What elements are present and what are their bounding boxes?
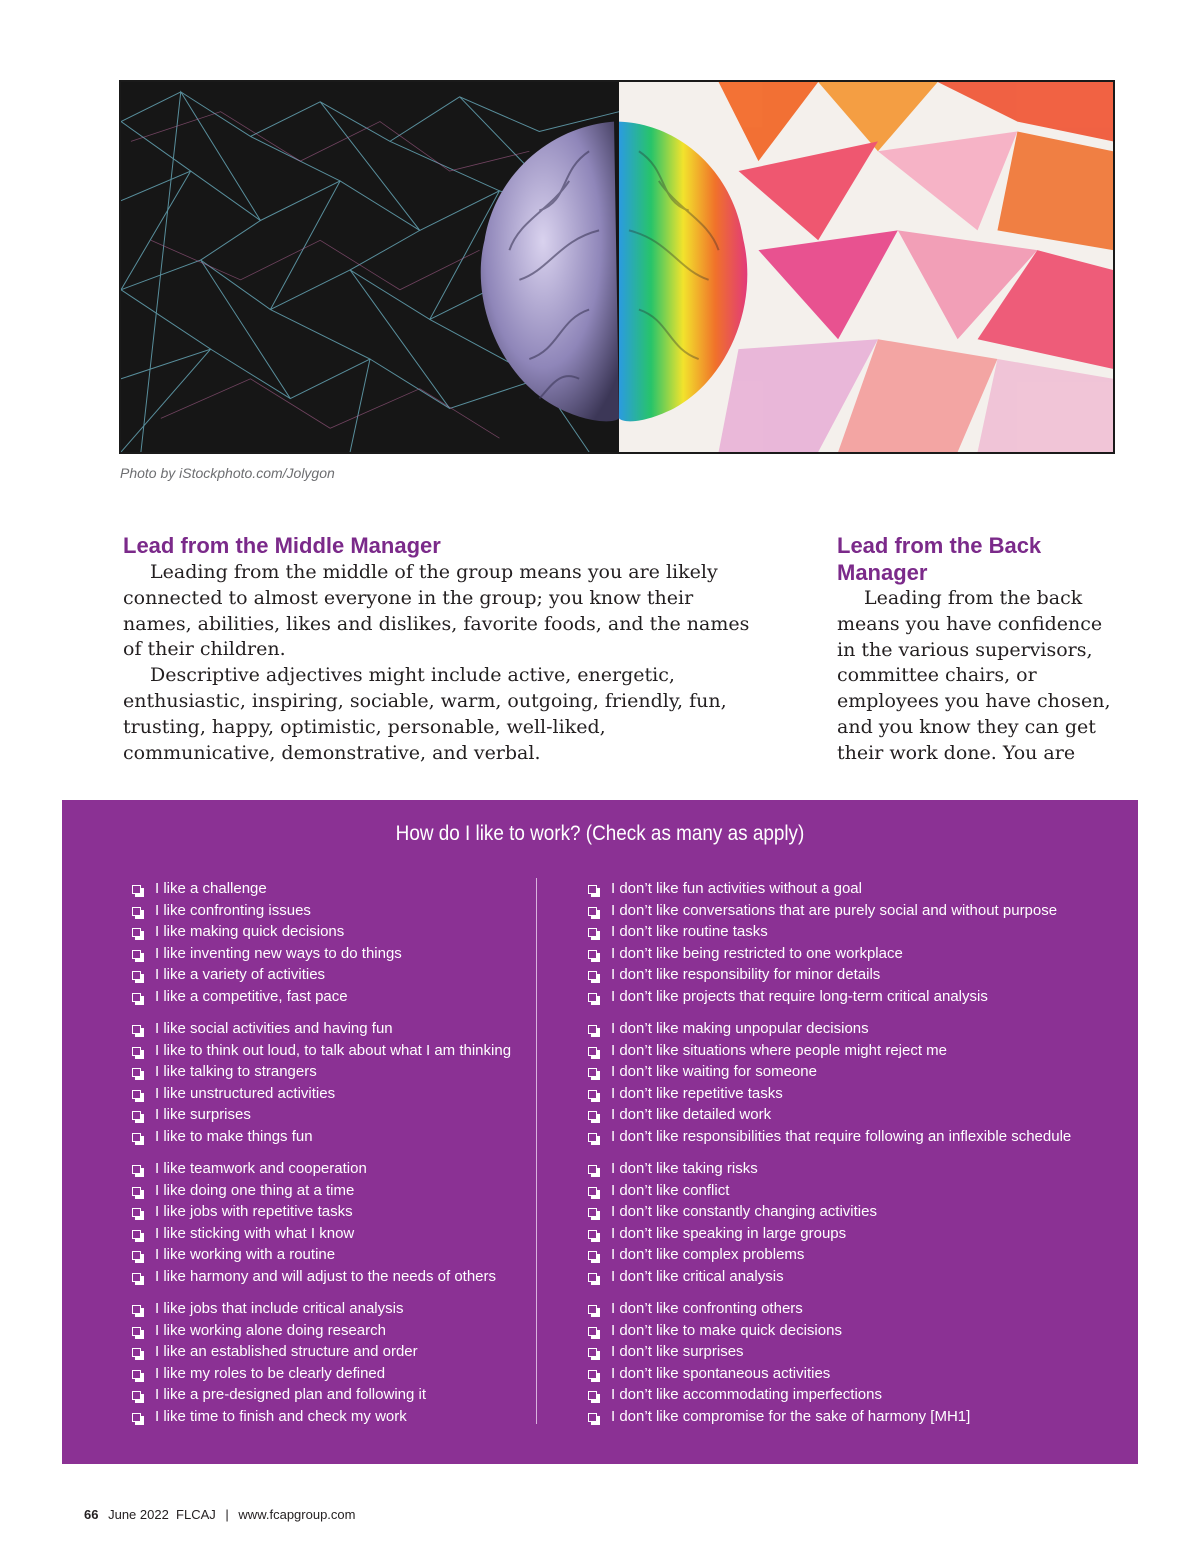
checklist-item[interactable]	[588, 921, 1108, 943]
checklist-item-label: I don’t like waiting for someone	[611, 1063, 817, 1080]
checklist-item[interactable]	[588, 1104, 1108, 1126]
checkbox-icon[interactable]	[132, 1305, 141, 1314]
checklist-item-label: I like confronting issues	[155, 901, 311, 919]
checkbox-icon[interactable]	[588, 1187, 597, 1196]
checkbox-icon[interactable]	[588, 1305, 597, 1314]
checklist-item[interactable]	[132, 1298, 532, 1320]
checklist-item[interactable]	[588, 1126, 1108, 1148]
checklist-item-label: I like time to finish and check my work	[155, 1407, 407, 1425]
page-footer	[84, 1507, 355, 1522]
checklist-item-label: I like social activities and having fun	[155, 1020, 393, 1037]
checklist-item-label: I like a challenge	[155, 880, 267, 897]
checklist-item[interactable]	[132, 900, 532, 922]
checkbox-icon[interactable]	[588, 950, 597, 959]
checkbox-icon[interactable]	[132, 950, 141, 959]
checklist-item-label: I don’t like responsibility for minor details	[611, 966, 881, 983]
checklist-item-label: I don’t like speaking in large groups	[611, 1224, 847, 1242]
checkbox-icon[interactable]	[132, 1090, 141, 1099]
checklist-item[interactable]	[588, 1061, 1108, 1083]
checkbox-icon[interactable]	[132, 1370, 141, 1379]
checklist-item[interactable]	[132, 986, 532, 1008]
checkbox-icon[interactable]	[132, 1111, 141, 1120]
checklist-item[interactable]	[132, 1266, 532, 1288]
likes-column	[132, 878, 532, 1438]
checkbox-icon[interactable]	[588, 1251, 597, 1260]
right-group	[588, 1158, 1108, 1287]
checklist-title: How do I like to work? (Check as many as apply)	[395, 822, 805, 845]
checklist-item[interactable]	[588, 1266, 1108, 1288]
checklist-item[interactable]	[132, 921, 532, 943]
checklist-item[interactable]	[588, 1223, 1108, 1245]
checkbox-icon[interactable]	[132, 1025, 141, 1034]
brain-illustration	[119, 80, 1115, 454]
checklist-item-label: I don’t like constantly changing activities	[611, 1203, 877, 1220]
checklist-item-label: I like a variety of activities	[155, 966, 326, 983]
heading-line: Manager	[837, 560, 928, 585]
brain-illustration-art	[121, 82, 1113, 452]
checkbox-icon[interactable]	[588, 1111, 597, 1120]
checklist-item-label: I like inventing new ways to do things	[155, 944, 402, 962]
heading-line: Lead from the Back	[837, 533, 1042, 558]
heading-back-manager	[837, 532, 1087, 586]
checklist-item-label: I don’t like projects that require long-term critical analysis	[611, 987, 988, 1005]
checklist-item[interactable]	[132, 1341, 532, 1363]
checkbox-icon[interactable]	[132, 1251, 141, 1260]
checklist-item-label: I don’t like repetitive tasks	[611, 1084, 783, 1102]
checklist-item-label: I like working alone doing research	[155, 1321, 386, 1339]
checkbox-icon[interactable]	[132, 1348, 141, 1357]
checklist-item[interactable]	[588, 1158, 1108, 1180]
checklist-item-label: I like my roles to be clearly defined	[155, 1364, 386, 1382]
work-style-checklist-panel	[62, 800, 1138, 1464]
paragraph: Leading from the middle of the group means you are likely connected to almost everyone in the group; you know their names, abilities, likes and dislikes, favorite foods, and the names of their children.	[123, 561, 750, 661]
checklist-item-label: I don’t like confronting others	[611, 1300, 803, 1317]
checklist-item[interactable]	[132, 1244, 532, 1266]
right-group	[588, 878, 1108, 1007]
checklist-item[interactable]	[588, 1201, 1108, 1223]
checkbox-icon[interactable]	[132, 1068, 141, 1077]
checkbox-icon[interactable]	[588, 1165, 597, 1174]
checklist-item[interactable]	[588, 878, 1108, 900]
checklist-item-label: I don’t like critical analysis	[611, 1267, 784, 1285]
checklist-item[interactable]	[132, 1180, 532, 1202]
checklist-item[interactable]	[132, 1018, 532, 1040]
checklist-item-label: I like talking to strangers	[155, 1063, 317, 1080]
checklist-item[interactable]	[132, 1104, 532, 1126]
checkbox-icon[interactable]	[132, 1208, 141, 1217]
left-group	[132, 1018, 532, 1147]
checkbox-icon[interactable]	[588, 1047, 597, 1056]
checklist-item-label: I don’t like responsibilities that require following an inflexible schedule	[611, 1127, 1072, 1145]
checkbox-icon[interactable]	[132, 1047, 141, 1056]
footer-url: www.fcapgroup.com	[238, 1507, 356, 1522]
checklist-item-label: I don’t like conflict	[611, 1181, 730, 1199]
checkbox-icon[interactable]	[588, 928, 597, 937]
checklist-item[interactable]	[588, 1320, 1108, 1342]
checkbox-icon[interactable]	[132, 1165, 141, 1174]
checklist-item-label: I like working with a routine	[155, 1246, 336, 1263]
checklist-item[interactable]	[588, 964, 1108, 986]
checkbox-icon[interactable]	[132, 1391, 141, 1400]
checkbox-icon[interactable]	[132, 1413, 141, 1422]
checklist-item-label: I don’t like routine tasks	[611, 923, 768, 940]
photo-credit: Photo by iStockphoto.com/Jolygon	[120, 465, 335, 481]
checklist-item[interactable]	[588, 1384, 1108, 1406]
checklist-item-label: I don’t like situations where people might reject me	[611, 1041, 948, 1059]
checkbox-icon[interactable]	[132, 1230, 141, 1239]
checkbox-icon[interactable]	[132, 1273, 141, 1282]
checklist-item-label: I don’t like making unpopular decisions	[611, 1020, 869, 1037]
checklist-item[interactable]	[588, 900, 1108, 922]
checklist-item-label: I don’t like fun activities without a goal	[611, 880, 862, 897]
checkbox-icon[interactable]	[132, 971, 141, 980]
checkbox-icon[interactable]	[588, 1273, 597, 1282]
checklist-item[interactable]	[132, 943, 532, 965]
checkbox-icon[interactable]	[588, 1348, 597, 1357]
footer-separator: |	[225, 1507, 229, 1522]
checklist-item[interactable]	[588, 1298, 1108, 1320]
checklist-item-label: I don’t like to make quick decisions	[611, 1321, 842, 1339]
right-group	[588, 1018, 1108, 1147]
checklist-item[interactable]	[588, 1363, 1108, 1385]
checklist-item-label: I like to make things fun	[155, 1127, 313, 1145]
checklist-item[interactable]	[132, 1223, 532, 1245]
checkbox-icon[interactable]	[588, 971, 597, 980]
left-group	[132, 1158, 532, 1287]
checklist-item-label: I like an established structure and order	[155, 1343, 418, 1360]
checkbox-icon[interactable]	[588, 1068, 597, 1077]
checklist-item[interactable]	[132, 1083, 532, 1105]
checkbox-icon[interactable]	[588, 1370, 597, 1379]
checklist-item-label: I don’t like taking risks	[611, 1160, 758, 1177]
page-number: 66	[84, 1507, 99, 1522]
checklist-item-label: I don’t like spontaneous activities	[611, 1364, 831, 1382]
checklist-item[interactable]	[132, 1384, 532, 1406]
checkbox-icon[interactable]	[588, 1230, 597, 1239]
dislikes-column	[588, 878, 1108, 1438]
paragraph: Descriptive adjectives might include active, energetic, enthusiastic, inspiring, sociable, warm, outgoing, friendly, fun, trusting, happy, optimistic, personable, well-liked, communicative, demonstrative, and verbal.	[123, 664, 727, 764]
right-group	[588, 1298, 1108, 1427]
checkbox-icon[interactable]	[588, 1391, 597, 1400]
checkbox-icon[interactable]	[588, 1090, 597, 1099]
checkbox-icon[interactable]	[132, 907, 141, 916]
checklist-item-label: I like doing one thing at a time	[155, 1181, 355, 1199]
checkbox-icon[interactable]	[132, 1133, 141, 1142]
checkbox-icon[interactable]	[588, 993, 597, 1002]
checklist-item[interactable]	[132, 1406, 532, 1428]
left-group	[132, 878, 532, 1007]
checklist-item[interactable]	[132, 1158, 532, 1180]
checklist-item-label: I like jobs with repetitive tasks	[155, 1203, 353, 1220]
checkbox-icon[interactable]	[588, 907, 597, 916]
checklist-item-label: I like making quick decisions	[155, 923, 345, 940]
checklist-item[interactable]	[132, 1201, 532, 1223]
checklist-item[interactable]	[588, 1180, 1108, 1202]
checkbox-icon[interactable]	[588, 1025, 597, 1034]
checklist-item[interactable]	[588, 1018, 1108, 1040]
checkbox-icon[interactable]	[132, 993, 141, 1002]
checklist-item[interactable]	[132, 878, 532, 900]
checklist-item[interactable]	[132, 1363, 532, 1385]
checklist-item-label: I like to think out loud, to talk about what I am thinking	[155, 1041, 512, 1059]
checkbox-icon[interactable]	[588, 1413, 597, 1422]
checklist-item-label: I like jobs that include critical analysis	[155, 1300, 404, 1317]
checklist-item-label: I don’t like accommodating imperfections	[611, 1386, 882, 1403]
checklist-item-label: I don’t like detailed work	[611, 1106, 772, 1123]
column-divider	[536, 878, 537, 1424]
checkbox-icon[interactable]	[132, 885, 141, 894]
checkbox-icon[interactable]	[132, 1327, 141, 1336]
checklist-item-label: I like teamwork and cooperation	[155, 1160, 367, 1177]
checklist-item[interactable]	[588, 986, 1108, 1008]
checklist-item-label: I like a competitive, fast pace	[155, 987, 348, 1005]
checklist-item[interactable]	[132, 1126, 532, 1148]
checklist-item[interactable]	[132, 1061, 532, 1083]
checklist-item[interactable]	[588, 1083, 1108, 1105]
checkbox-icon[interactable]	[588, 1133, 597, 1142]
paragraph: Leading from the back means you have confidence in the various supervisors, committee chairs, or employees you have chosen, and you know they can get their work done. You are	[837, 587, 1111, 764]
checklist-item-label: I don’t like complex problems	[611, 1246, 805, 1263]
checklist-item-label: I don’t like conversations that are purely social and without purpose	[611, 901, 1058, 919]
checklist-item-label: I don’t like surprises	[611, 1343, 744, 1360]
checklist-item[interactable]	[132, 1040, 532, 1062]
checklist-item[interactable]	[132, 964, 532, 986]
checklist-item-label: I like a pre-designed plan and following it	[155, 1386, 427, 1403]
heading-middle-manager: Lead from the Middle Manager	[123, 533, 441, 558]
issue-label: June 2022 FLCAJ	[108, 1507, 216, 1522]
checkbox-icon[interactable]	[588, 885, 597, 894]
checklist-item-label: I don’t like compromise for the sake of harmony [MH1]	[611, 1407, 971, 1425]
checkbox-icon[interactable]	[588, 1208, 597, 1217]
checklist-item-label: I don’t like being restricted to one workplace	[611, 944, 903, 962]
checklist-item[interactable]	[588, 1244, 1108, 1266]
checklist-item-label: I like surprises	[155, 1106, 251, 1123]
checkbox-icon[interactable]	[132, 1187, 141, 1196]
back-manager-body	[837, 586, 1117, 767]
checklist-item[interactable]	[588, 1341, 1108, 1363]
middle-manager-body	[123, 560, 751, 766]
checklist-item[interactable]	[132, 1320, 532, 1342]
checklist-item-label: I like sticking with what I know	[155, 1224, 355, 1242]
checkbox-icon[interactable]	[132, 928, 141, 937]
checklist-item-label: I like harmony and will adjust to the needs of others	[155, 1267, 497, 1285]
checklist-item[interactable]	[588, 1406, 1108, 1428]
checklist-item[interactable]	[588, 1040, 1108, 1062]
left-group	[132, 1298, 532, 1427]
checkbox-icon[interactable]	[588, 1327, 597, 1336]
checklist-item[interactable]	[588, 943, 1108, 965]
checklist-item-label: I like unstructured activities	[155, 1084, 336, 1102]
